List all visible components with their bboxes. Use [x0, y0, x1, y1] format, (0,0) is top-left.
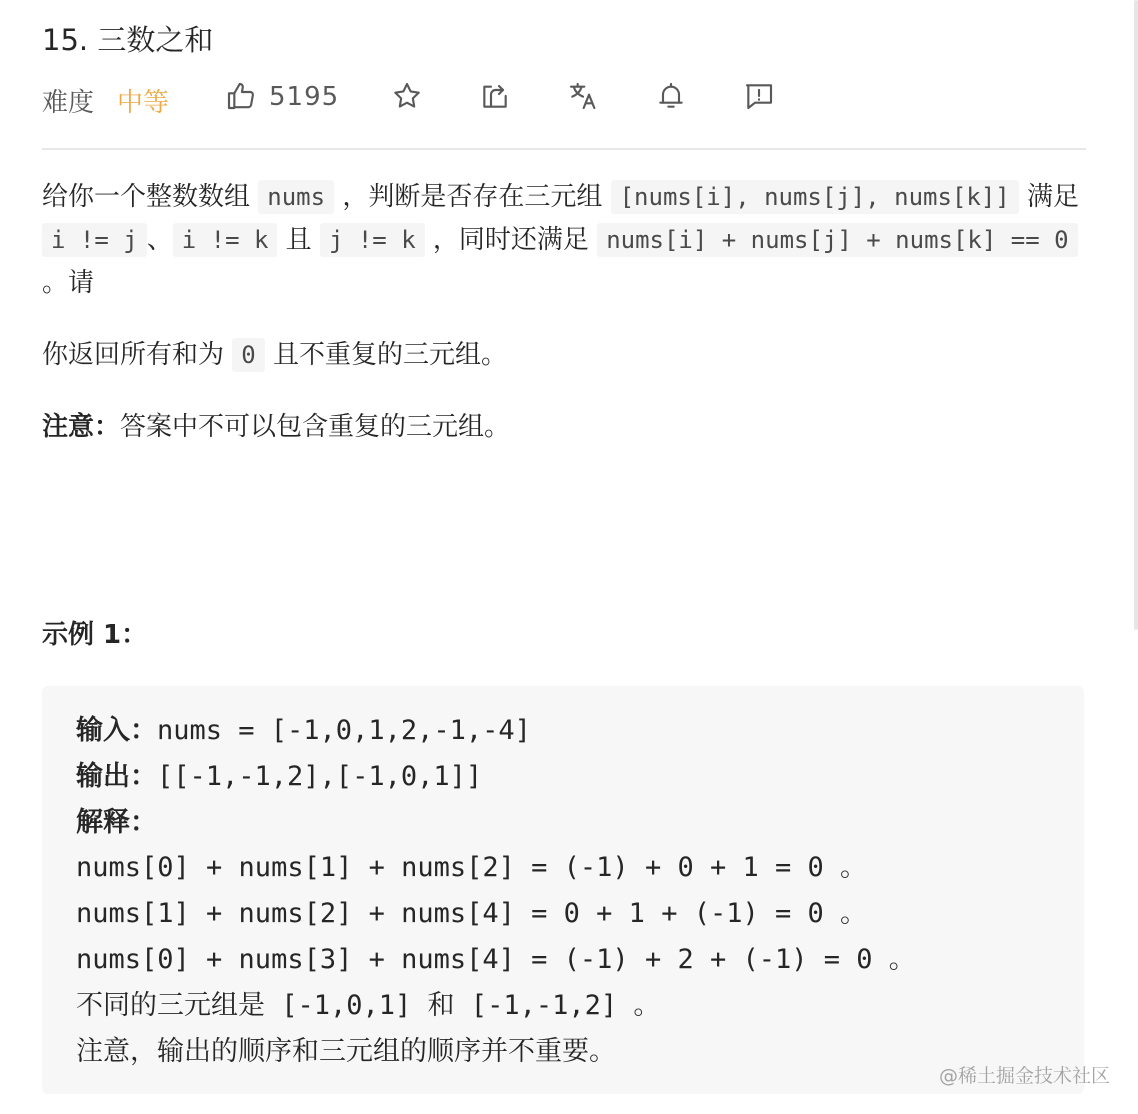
example-input-line	[76, 708, 1084, 754]
like-button[interactable]	[225, 80, 257, 112]
problem-meta-bar	[42, 74, 1086, 122]
problem-description	[42, 176, 1086, 305]
note-text: 答案中不可以包含重复的三元组。	[120, 412, 511, 442]
scrollbar[interactable]	[1134, 0, 1138, 630]
output-value: [[-1,-1,2],[-1,0,1]]	[157, 760, 483, 792]
inline-code: j != k	[320, 223, 425, 257]
explanation-line: nums[0] + nums[3] + nums[4] = (-1) + 2 + (-1) = 0 。	[76, 943, 916, 975]
inline-code: [nums[i], nums[j], nums[k]]	[611, 180, 1019, 214]
feedback-icon	[743, 80, 775, 112]
difficulty-label: 难度	[42, 88, 95, 118]
header-divider	[42, 148, 1086, 150]
star-icon	[391, 80, 423, 112]
watermark: @稀土掘金技术社区	[938, 1065, 1110, 1087]
explanation-line: nums[1] + nums[2] + nums[4] = 0 + 1 + (-1) = 0 。	[76, 898, 868, 930]
desc-text: ，判断是否存在三元组	[334, 182, 611, 212]
share-icon	[479, 80, 511, 112]
note-paragraph	[42, 406, 510, 449]
share-button[interactable]	[479, 80, 511, 112]
like-count: 5195	[269, 82, 340, 112]
desc-text: 你返回所有和为	[42, 340, 233, 370]
desc-text: 。请	[42, 268, 95, 298]
description-paragraph-2	[42, 334, 507, 377]
note-label: 注意：	[42, 412, 121, 442]
bell-icon	[655, 80, 687, 112]
explanation-line: 不同的三元组是 [-1,0,1] 和 [-1,-1,2] 。	[76, 989, 661, 1021]
inline-code: nums[i] + nums[j] + nums[k] == 0	[597, 223, 1077, 257]
desc-text: 给你一个整数数组	[42, 182, 259, 212]
feedback-button[interactable]	[743, 80, 775, 112]
inline-code: i != k	[173, 223, 278, 257]
input-value: nums = [-1,0,1,2,-1,-4]	[157, 715, 531, 746]
output-label: 输出：	[76, 760, 157, 792]
favorite-button[interactable]	[391, 80, 423, 112]
subscribe-button[interactable]	[655, 80, 687, 112]
inline-code: nums	[258, 180, 334, 214]
input-label: 输入：	[76, 715, 157, 746]
inline-code: i != j	[42, 223, 147, 257]
example-code-block	[42, 686, 1084, 1094]
explanation-line: 注意，输出的顺序和三元组的顺序并不重要。	[76, 1035, 616, 1067]
inline-code: 0	[232, 338, 264, 372]
example-output-line	[76, 754, 1084, 800]
example-title: 示例 1：	[42, 620, 148, 650]
explanation-label: 解释：	[76, 806, 157, 838]
problem-title: 15. 三数之和	[42, 23, 214, 57]
explanation-line: nums[0] + nums[1] + nums[2] = (-1) + 0 + 1 = 0 。	[76, 852, 868, 884]
translate-icon	[567, 80, 599, 112]
difficulty-badge: 中等	[117, 88, 170, 118]
desc-text: ，同时还满足	[424, 225, 598, 255]
translate-button[interactable]	[567, 80, 599, 112]
desc-text: 且	[277, 225, 320, 255]
thumbs-up-icon	[225, 80, 257, 112]
desc-text: 、	[146, 225, 173, 255]
desc-text: 且不重复的三元组。	[264, 340, 507, 370]
desc-text: 满足	[1018, 182, 1079, 212]
